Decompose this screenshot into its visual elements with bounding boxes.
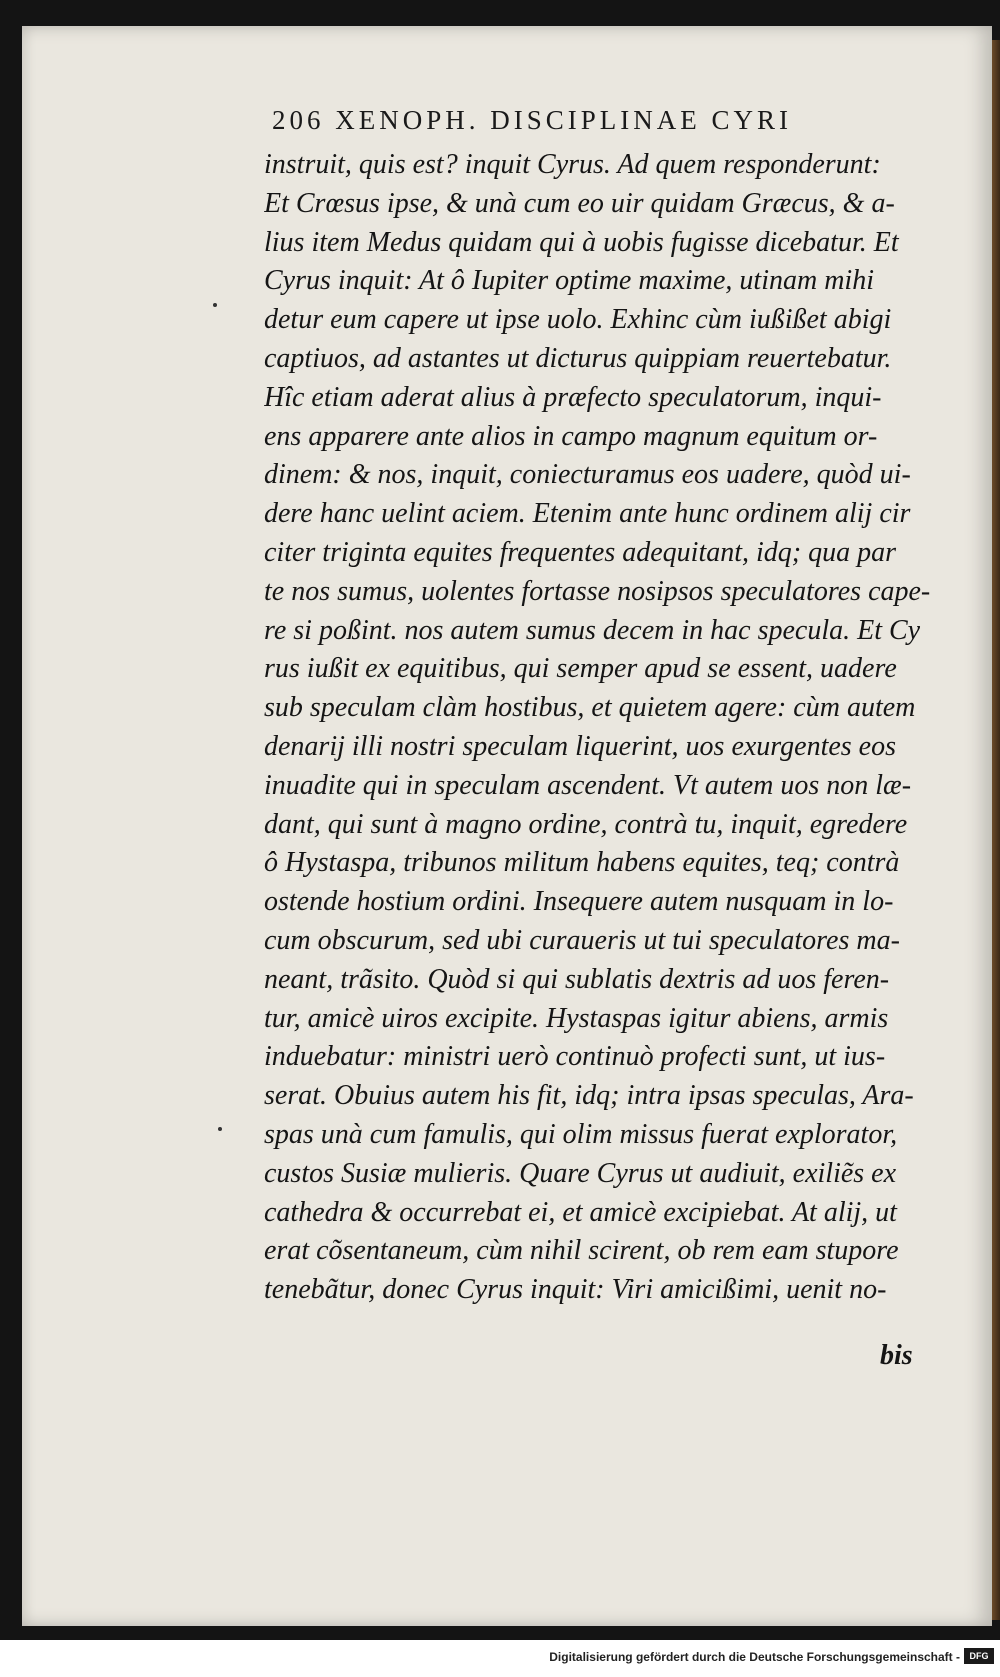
text-line: ô Hystaspa, tribunos militum habens equites, teq; contrà <box>264 847 900 879</box>
text-line: sub speculam clàm hostibus, et quietem agere: cùm autem <box>264 692 916 724</box>
text-line: captiuos, ad astantes ut dicturus quippiam reuertebatur. <box>264 342 892 374</box>
text-line: instruit, quis est? inquit Cyrus. Ad quem responderunt: <box>264 149 881 180</box>
page-number: 206 <box>272 105 325 135</box>
footer-bar <box>0 1640 1000 1677</box>
text-line: denarij illi nostri speculam liquerint, uos exurgentes eos <box>264 730 897 762</box>
text-line: dere hanc uelint aciem. Etenim ante hunc ordinem alij cir <box>264 498 911 530</box>
text-line: neant, trãsito. Quòd si qui sublatis dextris ad uos feren- <box>264 963 890 995</box>
text-line: detur eum capere ut ipse uolo. Exhinc cùm iußißet abigi <box>264 304 892 336</box>
text-line: spas unà cum famulis, qui olim missus fuerat explorator, <box>264 1118 898 1150</box>
margin-mark <box>213 303 217 307</box>
footer-credit: Digitalisierung gefördert durch die Deutsche Forschungsgemeinschaft - <box>549 1650 960 1664</box>
text-line: Hîc etiam aderat alius à præfecto speculatorum, inqui- <box>264 381 882 413</box>
text-line: serat. Obuius autem his fit, idq; intra ipsas speculas, Ara- <box>264 1080 914 1112</box>
running-title: XENOPH. DISCIPLINAE CYRI <box>335 105 793 135</box>
text-line: dinem: & nos, inquit, coniecturamus eos uadere, quòd ui- <box>264 459 911 491</box>
text-line: Et Crœsus ipse, & unà cum eo uir quidam Græcus, & a- <box>264 187 895 219</box>
body-text <box>264 146 934 1310</box>
text-line: cathedra & occurrebat ei, et amicè excipiebat. At alij, ut <box>264 1196 897 1228</box>
text-line: inuadite qui in speculam ascendent. Vt autem uos non læ- <box>264 769 912 801</box>
text-line: tenebãtur, donec Cyrus inquit: Viri amicißimi, uenit no- <box>264 1274 887 1306</box>
catchword: bis <box>880 1340 913 1371</box>
text-line: custos Susiæ mulieris. Quare Cyrus ut audiuit, exiliẽs ex <box>264 1157 897 1189</box>
text-line: ens apparere ante alios in campo magnum equitum or- <box>264 420 878 452</box>
text-line: dant, qui sunt à magno ordine, contrà tu, inquit, egredere <box>264 808 908 840</box>
text-line: lius item Medus quidam qui à uobis fugisse dicebatur. Et <box>264 226 899 258</box>
text-line: citer triginta equites frequentes adequitant, idq; qua par <box>264 536 896 568</box>
text-line: tur, amicè uiros excipite. Hystaspas igitur abiens, armis <box>264 1002 889 1034</box>
book-page-edge <box>992 40 1000 1620</box>
margin-mark <box>218 1127 222 1131</box>
text-line: cum obscurum, sed ubi curaueris ut tui speculatores ma- <box>264 924 900 956</box>
text-line: te nos sumus, uolentes fortasse nosipsos speculatores cape- <box>264 575 931 607</box>
text-line: Cyrus inquit: At ô Iupiter optime maxime, utinam mihi <box>264 265 874 297</box>
text-line: re si poßint. nos autem sumus decem in hac specula. Et Cy <box>264 614 921 646</box>
text-line: induebatur: ministri uerò continuò profecti sunt, ut ius- <box>264 1041 886 1073</box>
running-head <box>272 105 882 136</box>
dfg-logo: DFG <box>964 1648 994 1664</box>
text-line: erat cõsentaneum, cùm nihil scirent, ob rem eam stupore <box>264 1235 899 1267</box>
text-line: rus iußit ex equitibus, qui semper apud se essent, uadere <box>264 653 897 685</box>
text-line: ostende hostium ordini. Insequere autem nusquam in lo- <box>264 886 894 918</box>
